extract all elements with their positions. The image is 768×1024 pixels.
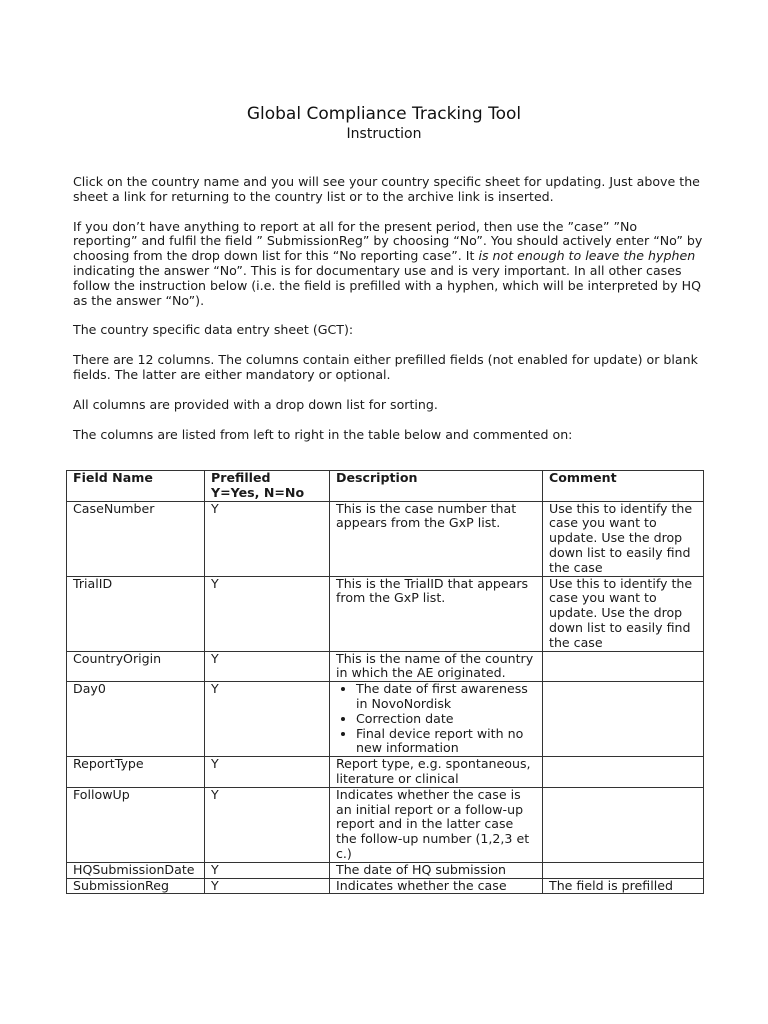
- cell-prefilled: Y: [205, 787, 330, 862]
- cell-prefilled: Y: [205, 501, 330, 576]
- paragraph-no-reporting-part2: indicating the answer “No”. This is for documentary use and is very important. In all other cases follow the instruction below (i.e. the field is prefilled with a hyphen, which will be interpreted by HQ as the answer “No”).: [73, 262, 701, 308]
- header-comment: Comment: [543, 471, 704, 502]
- table-row: [67, 878, 704, 894]
- paragraph-dropdown: All columns are provided with a drop down list for sorting.: [73, 396, 438, 412]
- list-item: • The date of first awareness in NovoNordisk: [356, 682, 536, 712]
- cell-field: FollowUp: [67, 787, 205, 862]
- instruction-body: [73, 175, 703, 457]
- table-row: [67, 787, 704, 862]
- field-table: [66, 470, 704, 894]
- cell-description: Indicates whether the case: [330, 878, 543, 894]
- cell-field: HQSubmissionDate: [67, 862, 205, 878]
- cell-description: This is the TrialID that appears from the GxP list.: [330, 576, 543, 651]
- cell-comment: Use this to identify the case you want to update. Use the drop down list to easily find the case: [543, 501, 704, 576]
- cell-comment: [543, 787, 704, 862]
- paragraph-table-intro: The columns are listed from left to right in the table below and commented on:: [73, 426, 573, 442]
- paragraph-columns: There are 12 columns. The columns contain either prefilled fields (not enabled for update) or blank fields. The latter are either mandatory or optional.: [73, 352, 698, 382]
- cell-field: Day0: [67, 682, 205, 757]
- cell-prefilled: Y: [205, 682, 330, 757]
- header-description: Description: [330, 471, 543, 502]
- cell-field: CountryOrigin: [67, 651, 205, 682]
- cell-prefilled: Y: [205, 878, 330, 894]
- cell-description: This is the name of the country in which the AE originated.: [330, 651, 543, 682]
- paragraph-no-reporting: [73, 220, 703, 309]
- header-prefilled-line1: Prefilled: [211, 470, 271, 485]
- cell-description: Report type, e.g. spontaneous, literature or clinical: [330, 757, 543, 788]
- table-row: [67, 757, 704, 788]
- cell-field: ReportType: [67, 757, 205, 788]
- paragraph-no-reporting-emphasis: is not enough to leave the hyphen: [478, 248, 696, 264]
- cell-field: CaseNumber: [67, 501, 205, 576]
- cell-comment: [543, 757, 704, 788]
- cell-prefilled: Y: [205, 862, 330, 878]
- cell-prefilled: Y: [205, 757, 330, 788]
- list-item: • Final device report with no new information: [356, 727, 536, 757]
- cell-description: [330, 682, 543, 757]
- cell-comment: Use this to identify the case you want to update. Use the drop down list to easily find the case: [543, 576, 704, 651]
- list-item: • Correction date: [356, 712, 536, 727]
- cell-description: The date of HQ submission: [330, 862, 543, 878]
- cell-comment: [543, 682, 704, 757]
- day0-bullet-list: [336, 682, 536, 756]
- cell-comment: The field is prefilled: [543, 878, 704, 894]
- table-row: [67, 682, 704, 757]
- cell-comment: [543, 651, 704, 682]
- table-row: [67, 651, 704, 682]
- cell-description: This is the case number that appears from the GxP list.: [330, 501, 543, 576]
- cell-comment: [543, 862, 704, 878]
- table-row: [67, 576, 704, 651]
- header-field-name: Field Name: [67, 471, 205, 502]
- cell-field: SubmissionReg: [67, 878, 205, 894]
- header-prefilled: [205, 471, 330, 502]
- document-title: Global Compliance Tracking Tool: [246, 104, 522, 124]
- cell-prefilled: Y: [205, 576, 330, 651]
- table-header-row: [67, 471, 704, 502]
- paragraph-no-reporting-part1: If you don’t have anything to report at all for the present period, then use the ”case” ”No reporting” and fulfil the field ” SubmissionReg” by choosing “No”. You should actively enter “No” by choosing from the drop down list for this “No reporting case”. It: [73, 218, 703, 264]
- table-row: [67, 501, 704, 576]
- document-subtitle: Instruction: [346, 126, 422, 142]
- table-row: [67, 862, 704, 878]
- cell-field: TrialID: [67, 576, 205, 651]
- header-prefilled-line2: Y=Yes, N=No: [211, 484, 305, 500]
- cell-prefilled: Y: [205, 651, 330, 682]
- paragraph-intro: Click on the country name and you will see your country specific sheet for updating. Just above the sheet a link for returning to the country list or to the archive link is inserted.: [73, 174, 700, 204]
- cell-description: Indicates whether the case is an initial report or a follow-up report and in the latter case the follow-up number (1,2,3 et c.): [330, 787, 543, 862]
- paragraph-gct: The country specific data entry sheet (GCT):: [73, 322, 354, 338]
